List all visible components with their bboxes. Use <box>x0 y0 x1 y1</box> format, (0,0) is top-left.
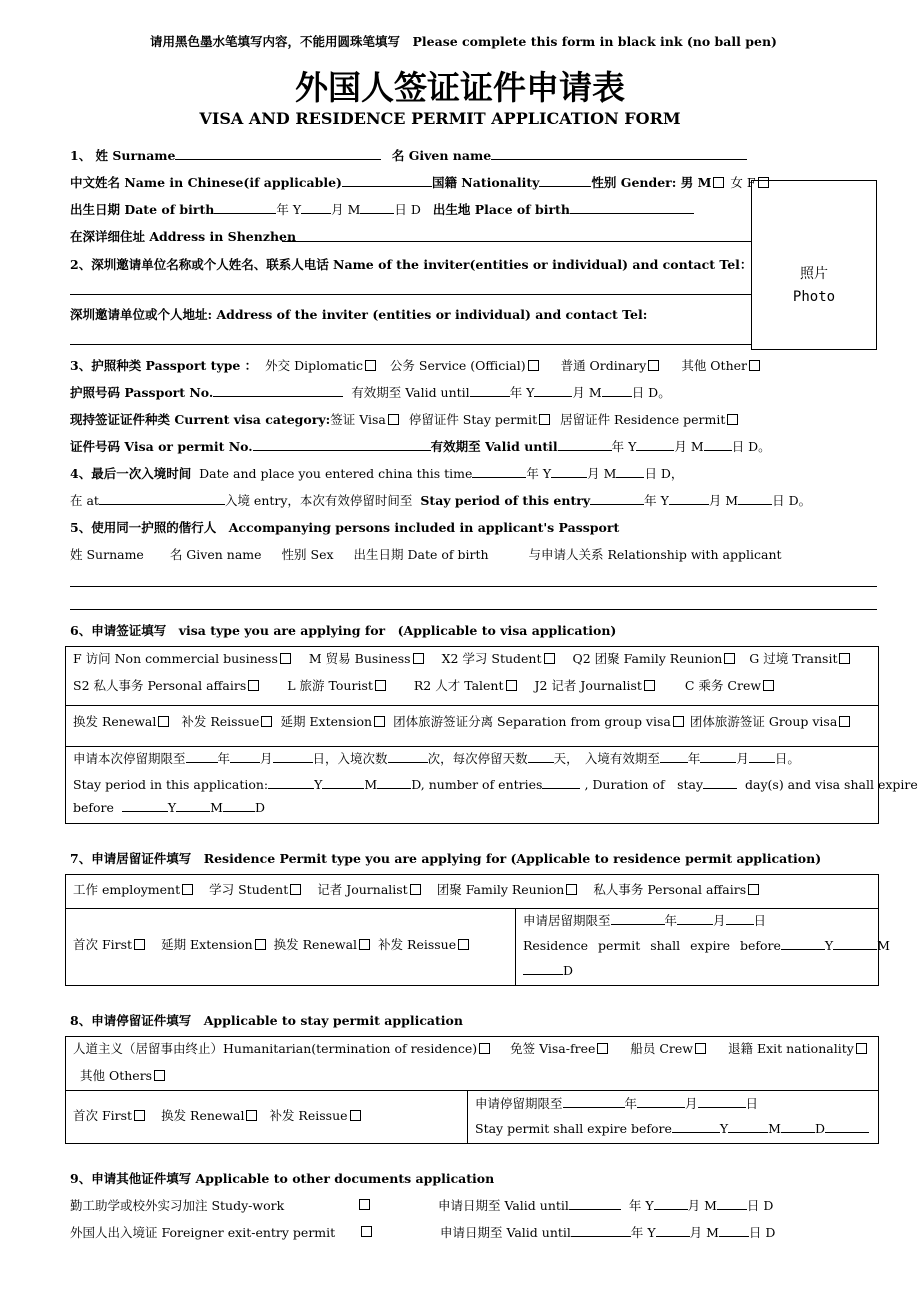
visa-j2-label: J2 记者 Journalist <box>534 678 642 693</box>
study-work-label: 勤工助学或校外实习加注 Study-work <box>70 1198 285 1213</box>
visa-separation-checkbox[interactable] <box>673 716 684 727</box>
passport-valid-month-label: 月 M <box>572 385 602 400</box>
entry-month-label: 月 M <box>587 466 617 481</box>
male-checkbox[interactable] <box>713 177 724 188</box>
ordinary-checkbox[interactable] <box>648 360 659 371</box>
stay-period-cn <box>475 1094 758 1112</box>
visa-no-label: 证件号码 Visa or permit No. <box>70 439 253 454</box>
stay-month-label: 月 M <box>708 493 739 508</box>
stay-crew-label: 船员 Crew <box>630 1041 693 1056</box>
visa-period-en-row-1 <box>73 775 918 793</box>
visa-period-cn-label: 申请本次停留期限至 <box>73 751 186 766</box>
visa-period-cn-row <box>73 749 800 767</box>
res-journalist-label: 记者 Journalist <box>317 882 408 897</box>
exit-entry-m-label: 月 M <box>689 1225 719 1240</box>
residence-title: 7、申请居留证件填写 Residence Permit type you are applying for (Applicable to residence permit application) <box>70 851 822 866</box>
residence-period-en-2 <box>523 962 573 978</box>
stay-period-year-field[interactable] <box>563 1095 625 1108</box>
exit-entry-valid-label: 申请日期至 Valid until <box>440 1225 571 1240</box>
stay-period-month-label: 月 <box>685 1096 698 1111</box>
visa-extension-checkbox[interactable] <box>374 716 385 727</box>
female-checkbox[interactable] <box>758 177 769 188</box>
res-extension-label: 延期 Extension <box>161 937 253 952</box>
residence-permit-checkbox[interactable] <box>727 414 738 425</box>
res-expire-d-label: D <box>563 963 574 978</box>
passport-no-label: 护照号码 Passport No. <box>70 385 214 400</box>
res-expire-y-label: Y <box>824 938 834 953</box>
study-work-valid-label: 申请日期至 Valid until <box>438 1198 569 1213</box>
stay-period-label: 申请停留期限至 <box>475 1096 563 1111</box>
visa-period-en-y-label: Y <box>314 777 323 792</box>
inviter-address-label: 深圳邀请单位或个人地址: Address of the inviter (entities or individual) and contact Tel: <box>70 307 648 322</box>
visa-group-checkbox[interactable] <box>839 716 850 727</box>
stay-day-field[interactable] <box>738 492 772 505</box>
accompanying-col-sex: 性别 Sex <box>281 547 334 562</box>
visa-valid-label: 有效期至 Valid until <box>430 439 558 454</box>
res-reunion-checkbox[interactable] <box>566 884 577 895</box>
visa-r2-checkbox[interactable] <box>506 680 517 691</box>
dob-year-label: 年 Y <box>276 202 302 217</box>
stay-first-checkbox[interactable] <box>134 1110 145 1121</box>
passport-no-row <box>70 383 671 401</box>
stay-permit-label: 停留证件 Stay permit <box>408 412 538 427</box>
visa-reissue-checkbox[interactable] <box>261 716 272 727</box>
exit-entry-day-field[interactable] <box>719 1224 749 1237</box>
entry-month-field[interactable] <box>551 465 587 478</box>
stay-period-day-field[interactable] <box>698 1095 746 1108</box>
photo-label-en: Photo <box>792 289 836 305</box>
entry-year-label: 年 Y <box>526 466 552 481</box>
entry-year-field[interactable] <box>472 465 526 478</box>
visa-reissue-label: 补发 Reissue <box>181 714 260 729</box>
stay-visafree-label: 免签 Visa-free <box>510 1041 596 1056</box>
visa-before-year-field[interactable] <box>122 799 168 812</box>
dob-day-field[interactable] <box>360 201 394 214</box>
study-work-year-field[interactable] <box>569 1197 621 1210</box>
visa-period-day-field[interactable] <box>273 750 313 763</box>
visa-g-checkbox[interactable] <box>839 653 850 664</box>
visa-before-m-label: M <box>210 800 223 815</box>
current-visa-row <box>70 410 740 428</box>
chinese-name-field[interactable] <box>342 174 432 187</box>
residence-row-2 <box>73 935 471 953</box>
other-checkbox[interactable] <box>749 360 760 371</box>
given-name-field[interactable] <box>491 147 747 160</box>
nationality-field[interactable] <box>539 174 591 187</box>
service-label: 公务 Service (Official) <box>389 358 526 373</box>
visa-separation-label: 团体旅游签证分离 Separation from group visa <box>393 714 671 729</box>
stay-others-label: 其他 Others <box>80 1068 153 1083</box>
given-name-label: 名 Given name <box>391 148 492 163</box>
res-period-month-label: 月 <box>713 913 726 928</box>
other-label: 其他 Other <box>681 358 747 373</box>
stay-row-2 <box>73 1106 363 1124</box>
visa-checkbox[interactable] <box>388 414 399 425</box>
stay-others-checkbox[interactable] <box>154 1070 165 1081</box>
entry-text: 入境 entry，本次有效停留时间至 <box>224 493 413 508</box>
visa-type-row-1 <box>73 649 852 667</box>
res-employment-checkbox[interactable] <box>182 884 193 895</box>
visa-period-month-field[interactable] <box>230 750 260 763</box>
passport-valid-label: 有效期至 Valid until <box>351 385 470 400</box>
visa-expire-day-label: 日。 <box>774 751 800 766</box>
visa-extension-label: 延期 Extension <box>280 714 373 729</box>
study-work-month-field[interactable] <box>654 1197 688 1210</box>
passport-valid-day-label: 日 D。 <box>631 385 671 400</box>
visa-valid-day-field[interactable] <box>704 438 732 451</box>
accompanying-line-1[interactable] <box>70 586 877 587</box>
stay-period-year-label: 年 <box>624 1096 638 1111</box>
dob-month-field[interactable] <box>301 201 331 214</box>
visa-renewal-label: 换发 Renewal <box>73 714 157 729</box>
dob-label: 出生日期 Date of birth <box>70 202 215 217</box>
accompanying-title: 5、使用同一护照的偕行人 Accompanying persons included in applicant's Passport <box>70 520 620 535</box>
inviter-address-line[interactable] <box>70 344 751 345</box>
visa-no-field[interactable] <box>253 438 431 451</box>
visa-r2-label: R2 人才 Talent <box>413 678 504 693</box>
dob-month-label: 月 M <box>331 202 361 217</box>
res-employment-label: 工作 employment <box>73 882 181 897</box>
visa-period-en-duration-label: , Duration of stay <box>584 777 704 792</box>
visa-c-label: C 乘务 Crew <box>684 678 762 693</box>
visa-duration-label: 次，每次停留天数 <box>427 751 528 766</box>
visa-entries-field[interactable] <box>388 750 428 763</box>
study-work-d-label: 日 D <box>746 1198 774 1213</box>
entry-place-field[interactable] <box>99 492 225 505</box>
exit-entry-d-label: 日 D <box>748 1225 776 1240</box>
photo-label-cn: 照片 <box>800 266 828 282</box>
visa-x2-checkbox[interactable] <box>544 653 555 664</box>
visa-period-year-label: 年 <box>217 751 231 766</box>
gender-label: 性别 Gender: 男 M <box>591 175 712 190</box>
stay-visafree-checkbox[interactable] <box>597 1043 608 1054</box>
stay-year-label: 年 Y <box>644 493 669 508</box>
res-journalist-checkbox[interactable] <box>410 884 421 895</box>
exit-entry-checkbox[interactable] <box>361 1226 372 1237</box>
visa-type-row-3 <box>73 712 852 730</box>
stay-expire-label: Stay permit shall expire before <box>475 1121 672 1136</box>
visa-l-checkbox[interactable] <box>375 680 386 691</box>
visa-period-en-year-field[interactable] <box>268 776 314 789</box>
stay-day-label: 日 D。 <box>772 493 812 508</box>
visa-type-row-2 <box>73 676 776 694</box>
photo-box[interactable] <box>751 180 877 350</box>
entry-day-label: 日 D， <box>644 466 684 481</box>
inviter-label: 2、深圳邀请单位名称或个人姓名、联系人电话 Name of the inviter(entities or individual) and contact Tel： <box>70 257 753 272</box>
residence-row-1 <box>73 880 761 898</box>
study-work-day-field[interactable] <box>717 1197 747 1210</box>
study-work-m-label: 月 M <box>687 1198 717 1213</box>
accompanying-col-surname: 姓 Surname <box>70 547 144 562</box>
res-expire-m-label: M <box>877 938 890 953</box>
stay-period-label: Stay period of this entry <box>420 493 591 508</box>
stay-expire-extra-field[interactable] <box>825 1120 869 1133</box>
entry-place-row <box>70 491 811 509</box>
exit-entry-row <box>70 1223 335 1241</box>
stay-expire-year-field[interactable] <box>672 1120 720 1133</box>
residence-permit-label: 居留证件 Residence permit <box>560 412 726 427</box>
last-entry-label: 4、最后一次入境时间 <box>70 466 192 481</box>
stay-humanitarian-checkbox[interactable] <box>479 1043 490 1054</box>
chinese-name-label: 中文姓名 Name in Chinese(if applicable) <box>70 175 342 190</box>
visa-q2-label: Q2 团聚 Family Reunion <box>572 651 723 666</box>
pob-field[interactable] <box>570 201 694 214</box>
stay-row-1b <box>80 1066 167 1084</box>
visa-period-en-entries-label: D, number of entries <box>411 777 543 792</box>
visa-group-label: 团体旅游签证 Group visa <box>689 714 838 729</box>
visa-type-title: 6、申请签证填写 visa type you are applying for (Applicable to visa application) <box>70 623 617 638</box>
entry-place-label: 在 at <box>70 493 99 508</box>
passport-valid-year-label: 年 Y <box>509 385 535 400</box>
res-period-year-label: 年 <box>664 913 678 928</box>
visa-entries-label: 日，入境次数 <box>312 751 388 766</box>
form-title-en: VISA AND RESIDENCE PERMIT APPLICATION FORM <box>199 109 681 128</box>
res-period-day-label: 日 <box>753 913 767 928</box>
res-reissue-checkbox[interactable] <box>458 939 469 950</box>
accompanying-col-given: 名 Given name <box>169 547 262 562</box>
surname-row <box>70 146 747 164</box>
visa-f-checkbox[interactable] <box>280 653 291 664</box>
stay-permit-title: 8、申请停留证件填写 Applicable to stay permit application <box>70 1013 463 1028</box>
chinese-name-row <box>70 173 771 191</box>
res-renewal-checkbox[interactable] <box>359 939 370 950</box>
res-period-label: 申请居留期限至 <box>523 913 611 928</box>
dob-row <box>70 200 694 218</box>
visa-renewal-checkbox[interactable] <box>158 716 169 727</box>
res-reunion-label: 团聚 Family Reunion <box>436 882 565 897</box>
visa-j2-checkbox[interactable] <box>644 680 655 691</box>
accompanying-header <box>70 545 782 563</box>
female-label: 女 F <box>730 175 756 190</box>
stay-first-label: 首次 First <box>73 1108 133 1123</box>
accompanying-col-relationship: 与申请人关系 Relationship with applicant <box>528 547 782 562</box>
address-row <box>70 227 296 245</box>
visa-period-en-label: Stay period in this application: <box>73 777 269 792</box>
res-personal-label: 私人事务 Personal affairs <box>593 882 747 897</box>
visa-label: 签证 Visa <box>330 412 386 427</box>
res-personal-checkbox[interactable] <box>748 884 759 895</box>
exit-entry-month-field[interactable] <box>656 1224 690 1237</box>
visa-before-month-field[interactable] <box>176 799 210 812</box>
visa-period-en-expire-label: day(s) and visa shall expire <box>745 777 918 792</box>
visa-valid-day-label: 日 D。 <box>731 439 771 454</box>
visa-period-en-duration-field[interactable] <box>703 776 737 789</box>
visa-period-en-month-field[interactable] <box>322 776 364 789</box>
res-renewal-label: 换发 Renewal <box>273 937 358 952</box>
accompanying-line-2[interactable] <box>70 609 877 610</box>
res-expire-month-field[interactable] <box>833 937 877 950</box>
visa-before-label: before <box>73 800 114 815</box>
accompanying-col-dob: 出生日期 Date of birth <box>353 547 489 562</box>
stay-row-1 <box>73 1039 869 1057</box>
visa-s2-label: S2 私人事务 Personal affairs <box>73 678 247 693</box>
residence-period-cn <box>523 911 766 929</box>
visa-duration-field[interactable] <box>528 750 554 763</box>
study-work-valid <box>438 1196 773 1214</box>
exit-entry-year-field[interactable] <box>571 1224 631 1237</box>
res-student-checkbox[interactable] <box>290 884 301 895</box>
visa-valid-year-field[interactable] <box>558 438 612 451</box>
diplomatic-label: 外交 Diplomatic <box>265 358 363 373</box>
visa-c-checkbox[interactable] <box>763 680 774 691</box>
res-first-checkbox[interactable] <box>134 939 145 950</box>
visa-before-day-field[interactable] <box>223 799 255 812</box>
study-work-row <box>70 1196 284 1214</box>
visa-period-en-entries-field[interactable] <box>542 776 580 789</box>
stay-exit-checkbox[interactable] <box>856 1043 867 1054</box>
stay-reissue-checkbox[interactable] <box>350 1110 361 1121</box>
stay-year-field[interactable] <box>590 492 644 505</box>
stay-humanitarian-label: 人道主义（居留事由终止）Humanitarian(termination of residence) <box>73 1041 478 1056</box>
passport-valid-day-field[interactable] <box>602 384 632 397</box>
passport-valid-month-field[interactable] <box>534 384 572 397</box>
visa-period-en-day-field[interactable] <box>377 776 411 789</box>
study-work-checkbox[interactable] <box>359 1199 370 1210</box>
stay-expire-d-label: D <box>814 1121 826 1136</box>
stay-expire-m-label: M <box>768 1121 781 1136</box>
pob-label: 出生地 Place of birth <box>432 202 570 217</box>
visa-period-month-label: 月 <box>260 751 273 766</box>
visa-no-row <box>70 437 771 455</box>
stay-period-month-field[interactable] <box>637 1095 685 1108</box>
stay-exit-label: 退籍 Exit nationality <box>728 1041 854 1056</box>
visa-before-d-label: D <box>254 800 265 815</box>
stay-crew-checkbox[interactable] <box>695 1043 706 1054</box>
passport-no-field[interactable] <box>213 384 343 397</box>
res-first-label: 首次 First <box>73 937 133 952</box>
res-period-day-field[interactable] <box>726 912 754 925</box>
passport-type-row <box>70 356 762 374</box>
inviter-line[interactable] <box>70 294 751 295</box>
res-reissue-label: 补发 Reissue <box>378 937 457 952</box>
visa-expire-day-field[interactable] <box>749 750 775 763</box>
passport-type-label: 3、护照种类 Passport type ： <box>70 358 258 373</box>
exit-entry-y-label: 年 Y <box>630 1225 656 1240</box>
instruction-text: 请用黑色墨水笔填写内容，不能用圆珠笔填写 Please complete this form in black ink (no ball pen) <box>150 34 777 49</box>
dob-day-label: 日 D <box>394 202 421 217</box>
visa-x2-label: X2 学习 Student <box>441 651 542 666</box>
stay-period-day-label: 日 <box>745 1096 759 1111</box>
visa-valid-year-label: 年 Y <box>611 439 637 454</box>
visa-expire-year-label: 年 <box>687 751 701 766</box>
current-visa-label: 现持签证证件种类 Current visa category: <box>70 412 331 427</box>
res-student-label: 学习 Student <box>209 882 289 897</box>
exit-entry-valid <box>440 1223 775 1241</box>
surname-label: 1、 姓 Surname <box>70 148 176 163</box>
visa-expire-month-field[interactable] <box>700 750 736 763</box>
visa-expire-label: 天， 入境有效期至 <box>553 751 660 766</box>
res-period-year-field[interactable] <box>611 912 665 925</box>
nationality-label: 国籍 Nationality <box>431 175 540 190</box>
visa-f-label: F 访问 Non commercial business <box>73 651 278 666</box>
exit-entry-label: 外国人出入境证 Foreigner exit-entry permit <box>70 1225 336 1240</box>
dob-year-field[interactable] <box>214 201 276 214</box>
stay-reissue-label: 补发 Reissue <box>269 1108 348 1123</box>
res-expire-day-field[interactable] <box>523 962 563 975</box>
visa-before-y-label: Y <box>167 800 177 815</box>
stay-expire-y-label: Y <box>719 1121 729 1136</box>
visa-period-en-m-label: M <box>364 777 378 792</box>
stay-expire-day-field[interactable] <box>781 1120 815 1133</box>
study-work-y-label: 年 Y <box>628 1198 654 1213</box>
stay-renewal-checkbox[interactable] <box>246 1110 257 1121</box>
visa-type-table <box>65 646 879 824</box>
stay-month-field[interactable] <box>669 492 709 505</box>
stay-period-en <box>475 1120 869 1136</box>
visa-valid-month-label: 月 M <box>674 439 704 454</box>
visa-m-checkbox[interactable] <box>413 653 424 664</box>
visa-m-label: M 贸易 Business <box>308 651 411 666</box>
surname-field[interactable] <box>175 147 381 160</box>
last-entry-label-en: Date and place you entered china this time <box>199 466 473 481</box>
visa-expire-year-field[interactable] <box>660 750 688 763</box>
address-line[interactable] <box>282 241 751 242</box>
form-title-cn: 外国人签证证件申请表 <box>295 68 625 107</box>
visa-valid-month-field[interactable] <box>636 438 674 451</box>
passport-valid-year-field[interactable] <box>470 384 510 397</box>
visa-l-label: L 旅游 Tourist <box>287 678 373 693</box>
other-docs-title: 9、申请其他证件填写 Applicable to other documents application <box>70 1171 495 1186</box>
ordinary-label: 普通 Ordinary <box>560 358 647 373</box>
res-expire-year-field[interactable] <box>781 937 825 950</box>
res-extension-checkbox[interactable] <box>255 939 266 950</box>
res-expire-label: Residence permit shall expire before <box>523 938 781 953</box>
address-label: 在深详细住址 Address in Shenzhen <box>70 229 297 244</box>
visa-q2-checkbox[interactable] <box>724 653 735 664</box>
stay-permit-checkbox[interactable] <box>539 414 550 425</box>
stay-expire-month-field[interactable] <box>728 1120 768 1133</box>
res-period-month-field[interactable] <box>677 912 713 925</box>
entry-day-field[interactable] <box>616 465 644 478</box>
residence-period-en <box>523 937 890 953</box>
visa-g-label: G 过境 Transit <box>749 651 838 666</box>
visa-expire-month-label: 月 <box>736 751 749 766</box>
stay-renewal-label: 换发 Renewal <box>161 1108 245 1123</box>
visa-period-year-field[interactable] <box>186 750 218 763</box>
diplomatic-checkbox[interactable] <box>365 360 376 371</box>
visa-period-en-row-2 <box>73 799 265 815</box>
last-entry-row <box>70 464 683 482</box>
service-checkbox[interactable] <box>528 360 539 371</box>
visa-s2-checkbox[interactable] <box>248 680 259 691</box>
